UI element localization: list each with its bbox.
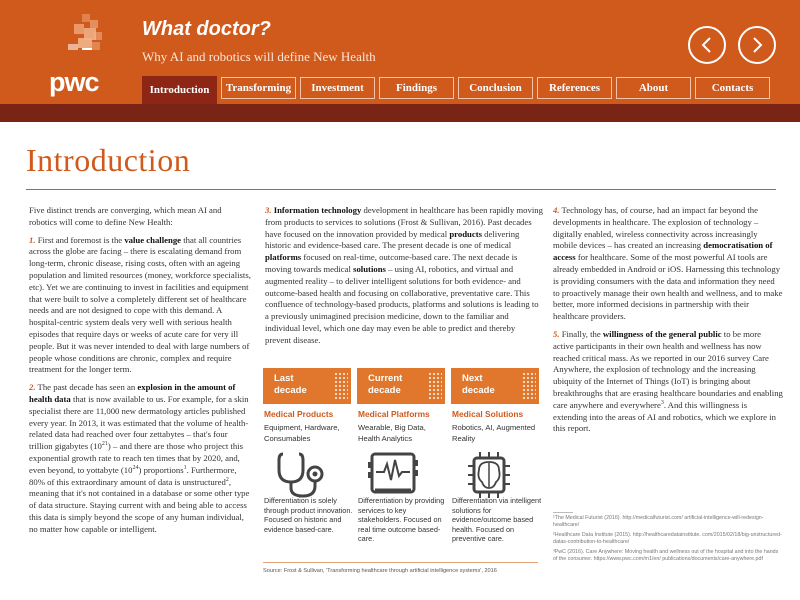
- main-navigation: [142, 76, 774, 104]
- trend-2-paragraph: 2. The past decade has seen an explosion in the amount of health data that is now available to us. For example, for a skin specialist there are 11,000 new dermatology articles published every year. In 2013, it was estimated that the volume of health-related data had reached over four zettabytes – that's four trillion gigabytes $(10^{21})$ – and there are those who project this exponential growth rate to reach ten times that by 2020, and, even beyond, to yottabyte $(10^{24})$ proportions$^1$. Furthermore, 80% of this extraordinary amount of data is unstructured$^2$, meaning that it's not contained in a database or some other type of data structure. Staying current with and being able to access this data is simply beyond the scope of any human individual, no matter how capable or intelligent.: [29, 382, 250, 534]
- text-column-2: [265, 205, 543, 353]
- title-divider: [26, 189, 776, 190]
- current-decade-box: Current decade: [357, 368, 445, 404]
- tab-references[interactable]: References: [537, 77, 612, 99]
- ai-brain-chip-icon: [460, 450, 518, 500]
- description-products: Differentiation is solely through product innovation. Focused on historic and evidence based-care.: [264, 496, 353, 534]
- heart-monitor-icon: [366, 450, 424, 500]
- description-solutions: Differentiation via intelligent solutions for evidence/outcome based health. Focused on preventive care.: [452, 496, 542, 544]
- category-medical-solutions: Medical Solutions: [452, 409, 524, 419]
- next-page-button[interactable]: [738, 26, 776, 64]
- tab-transforming[interactable]: Transforming: [221, 77, 296, 99]
- last-decade-box: Last decade: [263, 368, 351, 404]
- infographic-divider: [263, 562, 538, 563]
- header-band: [0, 104, 800, 122]
- site-title: What doctor?: [142, 18, 271, 40]
- next-decade-box: Next decade: [451, 368, 539, 404]
- site-subtitle: Why AI and robotics will define New Health: [142, 49, 376, 64]
- tab-investment[interactable]: Investment: [300, 77, 375, 99]
- description-platforms: Differentiation by providing services to key stakeholders. Focused on real time outcome based-care.: [358, 496, 445, 544]
- trend-4-paragraph: 4. Technology has, of course, had an impact far beyond the developments in healthcare. The explosion of technology – digitally enabled, wireless connectivity across increasingly mobile devices – has created an increasing democratisation of access for healthcare. Some of the most powerful AI tools are already embedded in Android or iOS. Harnessing this technology is providing consumers with the data and information they need to proactively manage their own health and wellness, and to make better, more informed decisions in partnership with their healthcare providers.: [553, 205, 783, 322]
- pwc-logo[interactable]: [22, 14, 132, 97]
- tab-about[interactable]: About: [616, 77, 691, 99]
- tab-introduction[interactable]: Introduction: [142, 76, 217, 104]
- footnotes: [553, 515, 783, 566]
- tab-conclusion[interactable]: Conclusion: [458, 77, 533, 99]
- footnotes-divider: [553, 512, 573, 513]
- examples-products: Equipment, Hardware, Consumables: [264, 423, 340, 443]
- examples-solutions: Robotics, AI, Augmented Reality: [452, 423, 536, 443]
- chevron-right-icon: [750, 36, 764, 54]
- header-bar: [0, 0, 800, 104]
- decades-infographic: [263, 368, 543, 578]
- infographic-source: Source: Frost & Sullivan, 'Transforming healthcare through artificial intelligence systems', 2016: [263, 568, 497, 574]
- footnote-1: ¹The Medical Futurist (2016). http://medicalfuturist.com/ artificial-intelligence-will-redesign-healthcare/: [553, 515, 764, 528]
- trend-5-paragraph: 5. Finally, the willingness of the general public to be more active participants in their own health and wellness has now reached critical mass. As we reported in our 2016 survey Care Anywhere, the explosion of technology and the increasing ubiquity of the Internet of Things (IoT) is bringing about breakthroughs that are erasing healthcare boundaries and enabling care anywhere and everywhere$^3$. And this willingness is extending into the areas of AI and robotics, which we explore in this report.: [553, 328, 783, 434]
- previous-page-button[interactable]: [688, 26, 726, 64]
- category-medical-products: Medical Products: [264, 409, 334, 419]
- intro-paragraph: Five distinct trends are converging, which mean AI and robotics will come to define New Health:: [29, 205, 222, 227]
- text-column-1: [29, 205, 251, 542]
- footnote-3: ³PwC (2016). Care Anywhere: Moving health and wellness out of the hospital and into the hands of the consumer. https://www.pwc.com/m1/en/ publications/documents/care-anywhere.pdf: [553, 549, 779, 562]
- page-title: Introduction: [26, 142, 191, 178]
- stethoscope-icon: [275, 450, 333, 500]
- footnote-2: ²Healthcare Data Institute (2015). http://healthcaredatainstitute. com/2015/02/18/big-unstructured-datas-contribution-to-healthcare/: [553, 532, 782, 545]
- category-medical-platforms: Medical Platforms: [358, 409, 430, 419]
- chevron-left-icon: [700, 36, 714, 54]
- logo-wordmark: pwc: [49, 67, 99, 97]
- trend-1-paragraph: 1. First and foremost is the value challenge that all countries across the globe are facing – there is escalating demand from long-term, chronic disease, rising costs, often with an ageing population and limited resources (money, workforce specialists, etc). Yet we are continuing to invest in facilities and equipment that were built to solve a completely different set of healthcare needs and are not designed to cope with this demand. A hospital-centric system deals very well with serious health episodes that require days or weeks of acute care for very ill people. But it was never intended to deal with large numbers of people whose conditions are chronic, complex and require treatment for the longer term.: [29, 234, 251, 375]
- tab-findings[interactable]: Findings: [379, 77, 454, 99]
- tab-contacts[interactable]: Contacts: [695, 77, 770, 99]
- text-column-3: [553, 205, 783, 441]
- examples-platforms: Wearable, Big Data, Health Analytics: [358, 423, 426, 443]
- trend-3-paragraph: 3. Information technology development in healthcare has been rapidly moving from products to services to solutions (Frost & Sullivan, 2016). Past decades have focused on the innovation provided by medical products delivering historic and evidence-based care. The present decade is one of medical platforms focused on real-time, outcome-based care. The next decade is moving towards medical solutions – using AI, robotics, and virtual and augmented reality – to deliver intelligent solutions for both evidence- and outcome-based health and focusing on collaborative, preventative care. This confluence of technology-based products, platforms and solutions is leading to a previously unimagined precision medicine, down to the familiar and individual level, which one day may even be able to predict and thereby prevent disease.: [265, 205, 543, 345]
